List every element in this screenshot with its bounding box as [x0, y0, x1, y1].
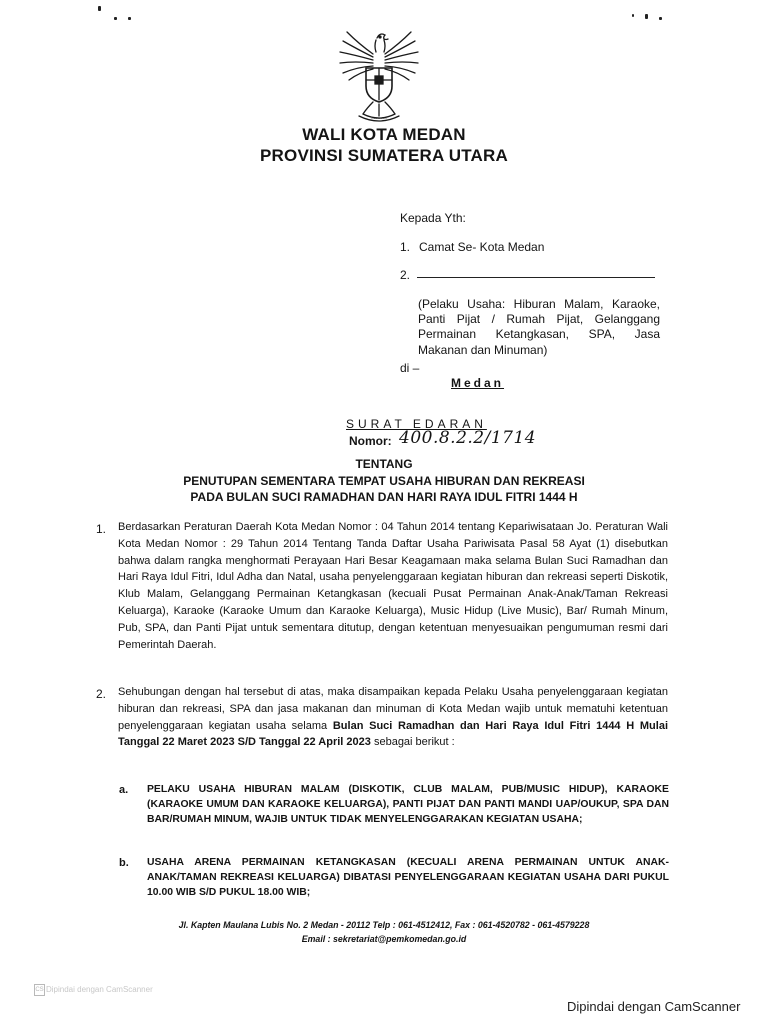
letter-subject-line: PENUTUPAN SEMENTARA TEMPAT USAHA HIBURAN DAN REKREASI [183, 474, 585, 488]
recipient-di-label: di – [400, 361, 420, 375]
footer-address: Jl. Kapten Maulana Lubis No. 2 Medan - 20112 Telp : 061-4512412, Fax : 061-4520782 - 061-4579228 [178, 920, 590, 930]
paragraph-2 [118, 684, 668, 751]
svg-text:~~~~~~~: ~~~~~~~ [370, 116, 388, 121]
garuda-emblem-icon [333, 28, 425, 126]
scan-speck [128, 17, 131, 20]
sub-item-a: PELAKU USAHA HIBURAN MALAM (DISKOTIK, CLUB MALAM, PUB/MUSIC HIDUP), KARAOKE (KARAOKE UMUM DAN KARAOKE KELUARGA), PANTI PIJAT DAN PANTI MANDI UAP/OUKUP, SPA DAN BAR/RUMAH MINUM, WAJIB UNTUK TIDAK MENYELENGGARAKAN KEGIATAN USAHA; [147, 784, 669, 825]
footer-email: Email : sekretariat@pemkomedan.go.id [301, 934, 467, 944]
province-title: PROVINSI SUMATERA UTARA [260, 146, 508, 165]
scanner-watermark: Dipindai dengan CamScanner [567, 999, 741, 1014]
scan-speck [114, 17, 117, 20]
scan-speck [98, 6, 101, 11]
paragraph-2-tail: sebagai berikut : [370, 736, 455, 749]
recipient-note: (Pelaku Usaha: Hiburan Malam, Karaoke, Panti Pijat / Rumah Pijat, Gelanggang Permainan Ketangkasan, SPA, Jasa Makanan dan Minuman) [418, 297, 660, 357]
recipient-salutation: Kepada Yth: [400, 211, 466, 225]
letter-number-label: Nomor: [349, 434, 392, 448]
scan-speck [632, 14, 634, 17]
scanner-faded-text: Dipindai dengan CamScanner [46, 985, 153, 994]
camscanner-icon: CS [34, 984, 45, 996]
recipient-place: Medan [451, 376, 505, 390]
scan-speck [645, 14, 648, 19]
recipient-item-text: Camat Se- Kota Medan [419, 240, 545, 254]
office-title: WALI KOTA MEDAN [302, 125, 466, 144]
letter-number-handwritten: 400.8.2.2/1714 [399, 428, 537, 448]
letter-title: SURAT EDARAN [346, 417, 487, 431]
paragraph-number: 2. [96, 687, 107, 701]
paragraph-1: Berdasarkan Peraturan Daerah Kota Medan Nomor : 04 Tahun 2014 tentang Kepariwisataan Jo. Peraturan Wali Kota Medan Nomor : 29 Tahun 2014 Tentang Tanda Daftar Usaha Pariwisata Pasal 58 Ayat (1) disebutkan bahwa dalam rangka menghormati Perayaan Hari Besar Keagamaan maka selama Bulan Suci Ramadhan dan Hari Raya Idul Fitri, Idul Adha dan Natal, usaha penyelenggaraan kegiatan hiburan dan rekreasi seperti Diskotik, Klub Malam, Gelanggang Permainan Ketangkasan (kecuali Pusat Permainan Anak-Anak/Taman Rekreasi Keluarga), Karaoke (Karaoke Umum dan Karaoke Keluarga), Music Hidup (Live Music), Bar/ Rumah Minum, Pub, SPA, dan Panti Pijat untuk sementara ditutup, dengan ketentuan menyesuaikan pengumuman resmi dari Pemerintah Daerah. [118, 521, 668, 651]
paragraph-2-period: Bulan Suci Ramadhan dan Hari Raya Idul Fitri 1444 H Mulai Tanggal 22 Maret 2023 S/D Tanggal 22 April 2023 [118, 719, 669, 749]
recipient-blank-line [417, 277, 655, 278]
recipient-item-number: 2. [400, 268, 411, 282]
sub-item-label: a. [119, 784, 129, 796]
scan-speck [659, 17, 662, 20]
letter-subject-line: PADA BULAN SUCI RAMADHAN DAN HARI RAYA IDUL FITRI 1444 H [190, 490, 578, 504]
paragraph-number: 1. [96, 522, 107, 536]
paragraph-2-text: Sehubungan dengan hal tersebut di atas, maka disampaikan kepada Pelaku Usaha penyelenggaraan kegiatan hiburan dan rekreasi, SPA dan jasa makanan dan minuman di Kota Medan wajib untuk mematuhi ketentuan penyelenggaraan kegiatan usaha selama [118, 686, 668, 732]
sub-item-label: b. [119, 857, 129, 869]
recipient-item-number: 1. [400, 240, 411, 254]
letter-tentang: TENTANG [355, 457, 413, 471]
sub-item-b: USAHA ARENA PERMAINAN KETANGKASAN (KECUALI ARENA PERMAINAN UNTUK ANAK-ANAK/TAMAN REKREASI KELUARGA) DIBATASI PENYELENGGARAAN KEGIATAN USAHA DARI PUKUL 10.00 WIB S/D PUKUL 18.00 WIB; [147, 857, 669, 898]
